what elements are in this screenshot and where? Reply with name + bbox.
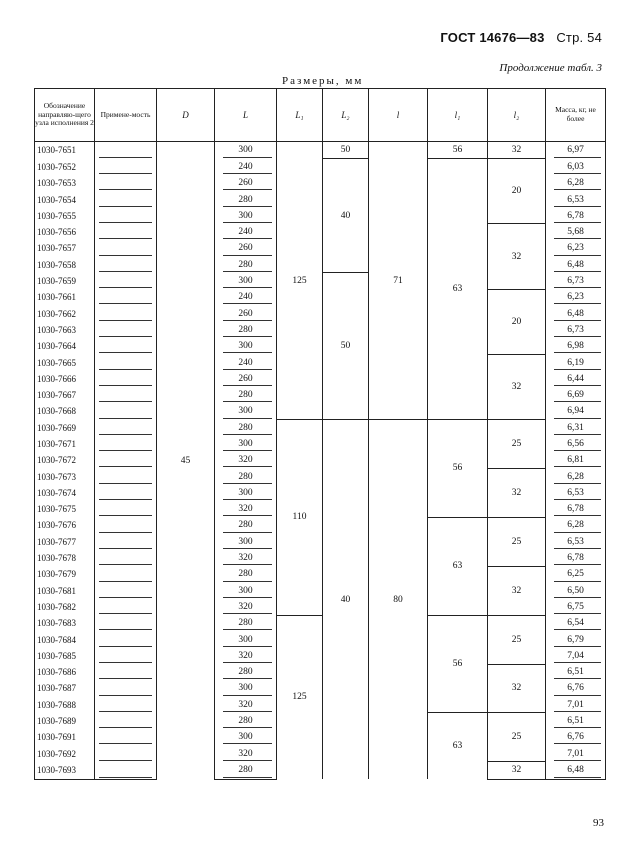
mass-cell: 6,48 xyxy=(546,257,606,273)
mass-cell: 6,19 xyxy=(546,354,606,370)
designation-cell: 1030-7677 xyxy=(35,534,95,550)
L1-merged-cell: 110 xyxy=(277,420,323,616)
L-cell: 320 xyxy=(215,501,277,517)
col-l1: l₁ xyxy=(428,89,488,142)
L-cell: 280 xyxy=(215,566,277,582)
table-row xyxy=(35,142,606,159)
L-cell: 300 xyxy=(215,729,277,745)
designation-cell: 1030-7661 xyxy=(35,289,95,305)
mass-cell: 7,01 xyxy=(546,745,606,761)
application-cell xyxy=(95,208,157,224)
designation-cell: 1030-7658 xyxy=(35,257,95,273)
designation-cell: 1030-7669 xyxy=(35,420,95,436)
l1-merged-cell: 63 xyxy=(428,159,488,420)
L-cell: 320 xyxy=(215,452,277,468)
mass-cell: 6,28 xyxy=(546,468,606,484)
mass-cell: 6,25 xyxy=(546,566,606,582)
mass-cell: 6,23 xyxy=(546,240,606,256)
mass-cell: 6,53 xyxy=(546,191,606,207)
l2-merged-cell: 25 xyxy=(488,517,546,566)
application-cell xyxy=(95,371,157,387)
L-cell: 280 xyxy=(215,420,277,436)
mass-cell: 6,81 xyxy=(546,452,606,468)
l2-merged-cell: 25 xyxy=(488,713,546,762)
l2-merged-cell: 20 xyxy=(488,289,546,354)
L-cell: 300 xyxy=(215,338,277,354)
mass-cell: 6,31 xyxy=(546,420,606,436)
l2-merged-cell: 32 xyxy=(488,566,546,615)
mass-cell: 7,01 xyxy=(546,697,606,713)
table-row xyxy=(35,615,606,631)
l2-merged-cell: 32 xyxy=(488,224,546,289)
application-cell xyxy=(95,191,157,207)
table-body xyxy=(35,142,606,780)
application-cell xyxy=(95,583,157,599)
page-number: 93 xyxy=(593,817,604,829)
application-cell xyxy=(95,485,157,501)
L-cell: 300 xyxy=(215,583,277,599)
application-cell xyxy=(95,159,157,175)
L2-merged-cell: 50 xyxy=(323,273,369,420)
mass-cell: 6,23 xyxy=(546,289,606,305)
designation-cell: 1030-7655 xyxy=(35,208,95,224)
l2-merged-cell: 25 xyxy=(488,615,546,664)
mass-cell: 6,78 xyxy=(546,550,606,566)
designation-cell: 1030-7687 xyxy=(35,680,95,696)
mass-cell: 6,69 xyxy=(546,387,606,403)
standard-number: ГОСТ 14676—83 xyxy=(440,30,545,45)
designation-cell: 1030-7672 xyxy=(35,452,95,468)
L-cell: 320 xyxy=(215,745,277,761)
l-merged-cell: 80 xyxy=(369,420,428,780)
application-cell xyxy=(95,631,157,647)
application-cell xyxy=(95,745,157,761)
mass-cell: 6,56 xyxy=(546,436,606,452)
col-application: Примене-мость xyxy=(95,89,157,142)
designation-cell: 1030-7684 xyxy=(35,631,95,647)
l2-merged-cell: 32 xyxy=(488,664,546,713)
L-cell: 300 xyxy=(215,485,277,501)
l1-merged-cell: 56 xyxy=(428,420,488,518)
application-cell xyxy=(95,305,157,321)
designation-cell: 1030-7651 xyxy=(35,142,95,159)
mass-cell: 6,48 xyxy=(546,762,606,779)
L-cell: 240 xyxy=(215,159,277,175)
designation-cell: 1030-7671 xyxy=(35,436,95,452)
application-cell xyxy=(95,664,157,680)
L-cell: 300 xyxy=(215,273,277,289)
application-cell xyxy=(95,387,157,403)
L-cell: 260 xyxy=(215,240,277,256)
designation-cell: 1030-7683 xyxy=(35,615,95,631)
L-cell: 300 xyxy=(215,534,277,550)
mass-cell: 6,73 xyxy=(546,322,606,338)
designation-cell: 1030-7689 xyxy=(35,713,95,729)
page-header xyxy=(440,30,602,45)
L-cell: 280 xyxy=(215,387,277,403)
L1-merged-cell: 125 xyxy=(277,142,323,420)
L-cell: 300 xyxy=(215,680,277,696)
L-cell: 280 xyxy=(215,713,277,729)
application-cell xyxy=(95,762,157,779)
designation-cell: 1030-7675 xyxy=(35,501,95,517)
page-label: Стр. 54 xyxy=(556,30,602,45)
mass-cell: 6,76 xyxy=(546,729,606,745)
application-cell xyxy=(95,648,157,664)
l2-merged-cell: 20 xyxy=(488,159,546,224)
designation-cell: 1030-7653 xyxy=(35,175,95,191)
mass-cell: 6,50 xyxy=(546,583,606,599)
l1-merged-cell: 63 xyxy=(428,517,488,615)
l1-merged-cell: 56 xyxy=(428,615,488,713)
L-cell: 280 xyxy=(215,257,277,273)
application-cell xyxy=(95,452,157,468)
L-cell: 300 xyxy=(215,436,277,452)
L-cell: 320 xyxy=(215,697,277,713)
L-cell: 300 xyxy=(215,142,277,159)
designation-cell: 1030-7692 xyxy=(35,745,95,761)
application-cell xyxy=(95,501,157,517)
designation-cell: 1030-7691 xyxy=(35,729,95,745)
mass-cell: 6,79 xyxy=(546,631,606,647)
designation-cell: 1030-7681 xyxy=(35,583,95,599)
mass-cell: 6,28 xyxy=(546,175,606,191)
application-cell xyxy=(95,338,157,354)
designation-cell: 1030-7652 xyxy=(35,159,95,175)
L-cell: 260 xyxy=(215,371,277,387)
l2-merged-cell: 32 xyxy=(488,762,546,779)
L1-merged-cell: 125 xyxy=(277,615,323,779)
mass-cell: 6,28 xyxy=(546,517,606,533)
L-cell: 280 xyxy=(215,517,277,533)
designation-cell: 1030-7654 xyxy=(35,191,95,207)
L-cell: 320 xyxy=(215,599,277,615)
application-cell xyxy=(95,175,157,191)
application-cell xyxy=(95,273,157,289)
table-header-row xyxy=(35,89,606,142)
application-cell xyxy=(95,257,157,273)
D-merged-cell: 45 xyxy=(157,142,215,780)
application-cell xyxy=(95,420,157,436)
mass-cell: 6,51 xyxy=(546,713,606,729)
application-cell xyxy=(95,403,157,419)
designation-cell: 1030-7679 xyxy=(35,566,95,582)
designation-cell: 1030-7686 xyxy=(35,664,95,680)
application-cell xyxy=(95,713,157,729)
l2-merged-cell: 32 xyxy=(488,468,546,517)
designation-cell: 1030-7693 xyxy=(35,762,95,779)
application-cell xyxy=(95,534,157,550)
designation-cell: 1030-7663 xyxy=(35,322,95,338)
application-cell xyxy=(95,142,157,159)
designation-cell: 1030-7682 xyxy=(35,599,95,615)
mass-cell: 7,04 xyxy=(546,648,606,664)
l1-merged-cell: 56 xyxy=(428,142,488,159)
l2-merged-cell: 25 xyxy=(488,420,546,469)
designation-cell: 1030-7667 xyxy=(35,387,95,403)
l1-merged-cell: 63 xyxy=(428,713,488,779)
L-cell: 280 xyxy=(215,615,277,631)
designation-cell: 1030-7664 xyxy=(35,338,95,354)
application-cell xyxy=(95,354,157,370)
designation-cell: 1030-7688 xyxy=(35,697,95,713)
dimensions-caption: Размеры, мм xyxy=(282,75,364,87)
mass-cell: 6,51 xyxy=(546,664,606,680)
designation-cell: 1030-7685 xyxy=(35,648,95,664)
L-cell: 320 xyxy=(215,648,277,664)
mass-cell: 6,03 xyxy=(546,159,606,175)
L2-merged-cell: 50 xyxy=(323,142,369,159)
application-cell xyxy=(95,468,157,484)
L-cell: 280 xyxy=(215,762,277,779)
L2-merged-cell: 40 xyxy=(323,420,369,780)
designation-cell: 1030-7678 xyxy=(35,550,95,566)
mass-cell: 6,97 xyxy=(546,142,606,159)
designation-cell: 1030-7676 xyxy=(35,517,95,533)
mass-cell: 6,48 xyxy=(546,305,606,321)
designation-cell: 1030-7673 xyxy=(35,468,95,484)
L2-merged-cell: 40 xyxy=(323,159,369,273)
application-cell xyxy=(95,550,157,566)
application-cell xyxy=(95,322,157,338)
L-cell: 280 xyxy=(215,468,277,484)
l-merged-cell: 71 xyxy=(369,142,428,420)
L-cell: 280 xyxy=(215,322,277,338)
designation-cell: 1030-7668 xyxy=(35,403,95,419)
L-cell: 300 xyxy=(215,631,277,647)
application-cell xyxy=(95,729,157,745)
mass-cell: 6,78 xyxy=(546,501,606,517)
L-cell: 280 xyxy=(215,191,277,207)
application-cell xyxy=(95,436,157,452)
designation-cell: 1030-7666 xyxy=(35,371,95,387)
designation-cell: 1030-7674 xyxy=(35,485,95,501)
mass-cell: 6,98 xyxy=(546,338,606,354)
col-D: D xyxy=(157,89,215,142)
l2-merged-cell: 32 xyxy=(488,142,546,159)
L-cell: 240 xyxy=(215,289,277,305)
table-continuation-note: Продолжение табл. 3 xyxy=(499,62,602,74)
mass-cell: 6,73 xyxy=(546,273,606,289)
designation-cell: 1030-7665 xyxy=(35,354,95,370)
mass-cell: 6,53 xyxy=(546,534,606,550)
dimensions-table xyxy=(34,88,606,780)
application-cell xyxy=(95,680,157,696)
designation-cell: 1030-7662 xyxy=(35,305,95,321)
col-designation: Обозначение направляю-щего узла исполнения 2 xyxy=(35,89,95,142)
L-cell: 240 xyxy=(215,354,277,370)
L-cell: 240 xyxy=(215,224,277,240)
col-L2: L₂ xyxy=(323,89,369,142)
mass-cell: 6,75 xyxy=(546,599,606,615)
application-cell xyxy=(95,697,157,713)
application-cell xyxy=(95,240,157,256)
col-L1: L₁ xyxy=(277,89,323,142)
application-cell xyxy=(95,599,157,615)
col-l: l xyxy=(369,89,428,142)
mass-cell: 6,53 xyxy=(546,485,606,501)
designation-cell: 1030-7659 xyxy=(35,273,95,289)
L-cell: 260 xyxy=(215,305,277,321)
mass-cell: 6,78 xyxy=(546,208,606,224)
application-cell xyxy=(95,615,157,631)
mass-cell: 6,54 xyxy=(546,615,606,631)
L-cell: 300 xyxy=(215,208,277,224)
col-L: L xyxy=(215,89,277,142)
application-cell xyxy=(95,289,157,305)
mass-cell: 5,68 xyxy=(546,224,606,240)
application-cell xyxy=(95,224,157,240)
L-cell: 320 xyxy=(215,550,277,566)
designation-cell: 1030-7656 xyxy=(35,224,95,240)
L-cell: 280 xyxy=(215,664,277,680)
table-row xyxy=(35,420,606,436)
application-cell xyxy=(95,566,157,582)
L-cell: 300 xyxy=(215,403,277,419)
mass-cell: 6,76 xyxy=(546,680,606,696)
col-mass: Масса, кг, не более xyxy=(546,89,606,142)
mass-cell: 6,44 xyxy=(546,371,606,387)
designation-cell: 1030-7657 xyxy=(35,240,95,256)
L-cell: 260 xyxy=(215,175,277,191)
col-l2: l₂ xyxy=(488,89,546,142)
application-cell xyxy=(95,517,157,533)
l2-merged-cell: 32 xyxy=(488,354,546,419)
mass-cell: 6,94 xyxy=(546,403,606,419)
